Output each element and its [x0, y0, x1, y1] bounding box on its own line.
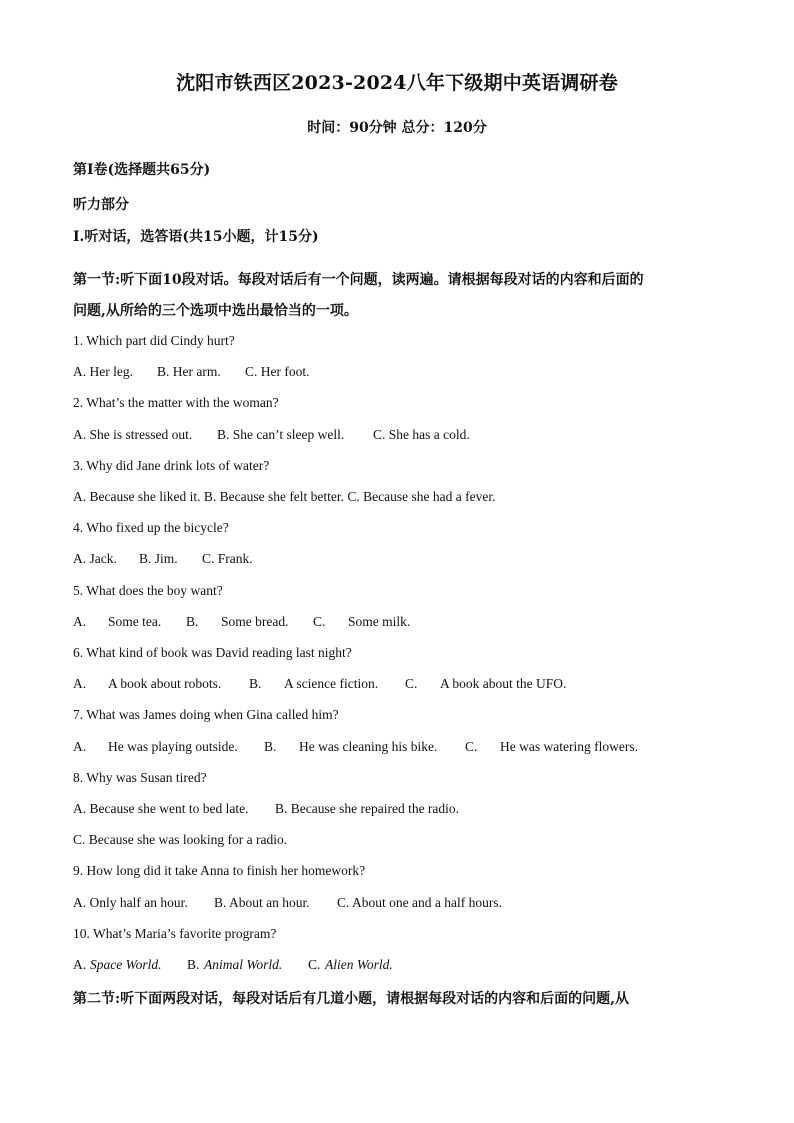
option-c-letter: C. [308, 957, 321, 972]
option-a: A. Only half an hour. [73, 895, 188, 910]
option-c-letter: C. [405, 676, 418, 691]
option-a: A. Because she went to bed late. [73, 801, 249, 816]
question-7-options [73, 739, 638, 755]
option-b-text: He was cleaning his bike. [299, 739, 438, 754]
part1-heading: I.听对话，选答语(共15小题，计15分) [73, 229, 319, 245]
section1-instruction-line2: 问题,从所给的三个选项中选出最恰当的一项。 [73, 303, 358, 319]
option-a-text: Space World. [90, 957, 162, 972]
option-b-letter: B. [249, 676, 262, 691]
option-a-letter: A. [73, 614, 87, 629]
question-10: 10. What’s Maria’s favorite program? [73, 926, 277, 941]
option-c: C. About one and a half hours. [337, 895, 502, 910]
option-c: C. Her foot. [245, 364, 310, 379]
question-9: 9. How long did it take Anna to finish her homework? [73, 863, 366, 878]
option-a: A. She is stressed out. [73, 427, 193, 442]
question-5-options [73, 614, 410, 630]
option-b: B. About an hour. [214, 895, 310, 910]
option-c: C. Frank. [202, 551, 253, 566]
option-b: B. She can’t sleep well. [217, 427, 345, 442]
option-b-letter: B. [187, 957, 200, 972]
option-c-text: Some milk. [348, 614, 411, 629]
question-6-options [73, 676, 566, 692]
option-c-letter: C. [465, 739, 478, 754]
question-4: 4. Who fixed up the bicycle? [73, 520, 229, 535]
option-c-text: He was watering flowers. [500, 739, 638, 754]
option-b-text: A science fiction. [284, 676, 379, 691]
exam-title: 沈阳市铁西区2023-2024八年下级期中英语调研卷 [176, 72, 618, 94]
option-a: A. Jack. [73, 551, 117, 566]
option-a-text: Some tea. [108, 614, 162, 629]
question-2-options [73, 427, 470, 443]
listening-heading: 听力部分 [73, 197, 129, 213]
option-a-letter: A. [73, 739, 87, 754]
question-1: 1. Which part did Cindy hurt? [73, 333, 235, 348]
option-b-text: Some bread. [221, 614, 289, 629]
question-9-options [73, 895, 502, 911]
option-c-text: Alien World. [325, 957, 393, 972]
option-a-letter: A. [73, 957, 87, 972]
question-7: 7. What was James doing when Gina called him? [73, 707, 339, 722]
question-5: 5. What does the boy want? [73, 583, 223, 598]
question-3: 3. Why did Jane drink lots of water? [73, 458, 270, 473]
question-1-options [73, 364, 310, 380]
option-a-text: A book about robots. [108, 676, 222, 691]
option-b: B. Her arm. [157, 364, 221, 379]
question-10-options [73, 957, 393, 973]
section1-instruction-line1: 第一节:听下面10段对话。每段对话后有一个问题，读两遍。请根据每段对话的内容和后面的 [73, 272, 644, 288]
option-a-text: He was playing outside. [108, 739, 238, 754]
option-a: A. Her leg. [73, 364, 133, 379]
volume-heading: 第I卷(选择题共65分) [73, 162, 211, 178]
option-b-text: Animal World. [204, 957, 283, 972]
option-c-letter: C. [313, 614, 326, 629]
option-b: B. Because she repaired the radio. [275, 801, 460, 816]
question-3-options: A. Because she liked it. B. Because she felt better. C. Because she had a fever. [73, 489, 496, 504]
option-b-letter: B. [186, 614, 199, 629]
question-6: 6. What kind of book was David reading last night? [73, 645, 352, 660]
question-8: 8. Why was Susan tired? [73, 770, 207, 785]
option-b: B. Jim. [139, 551, 178, 566]
option-a-letter: A. [73, 676, 87, 691]
question-4-options [73, 551, 253, 567]
option-c: C. She has a cold. [373, 427, 470, 442]
option-b-letter: B. [264, 739, 277, 754]
question-2: 2. What’s the matter with the woman? [73, 395, 279, 410]
question-8-options [73, 801, 459, 817]
exam-subtitle: 时间：90分钟 总分：120分 [307, 120, 487, 136]
section2-instruction-line1: 第二节:听下面两段对话，每段对话后有几道小题，请根据每段对话的内容和后面的问题,从 [73, 991, 630, 1007]
option-c-text: A book about the UFO. [440, 676, 567, 691]
question-8-option-c: C. Because she was looking for a radio. [73, 832, 288, 847]
